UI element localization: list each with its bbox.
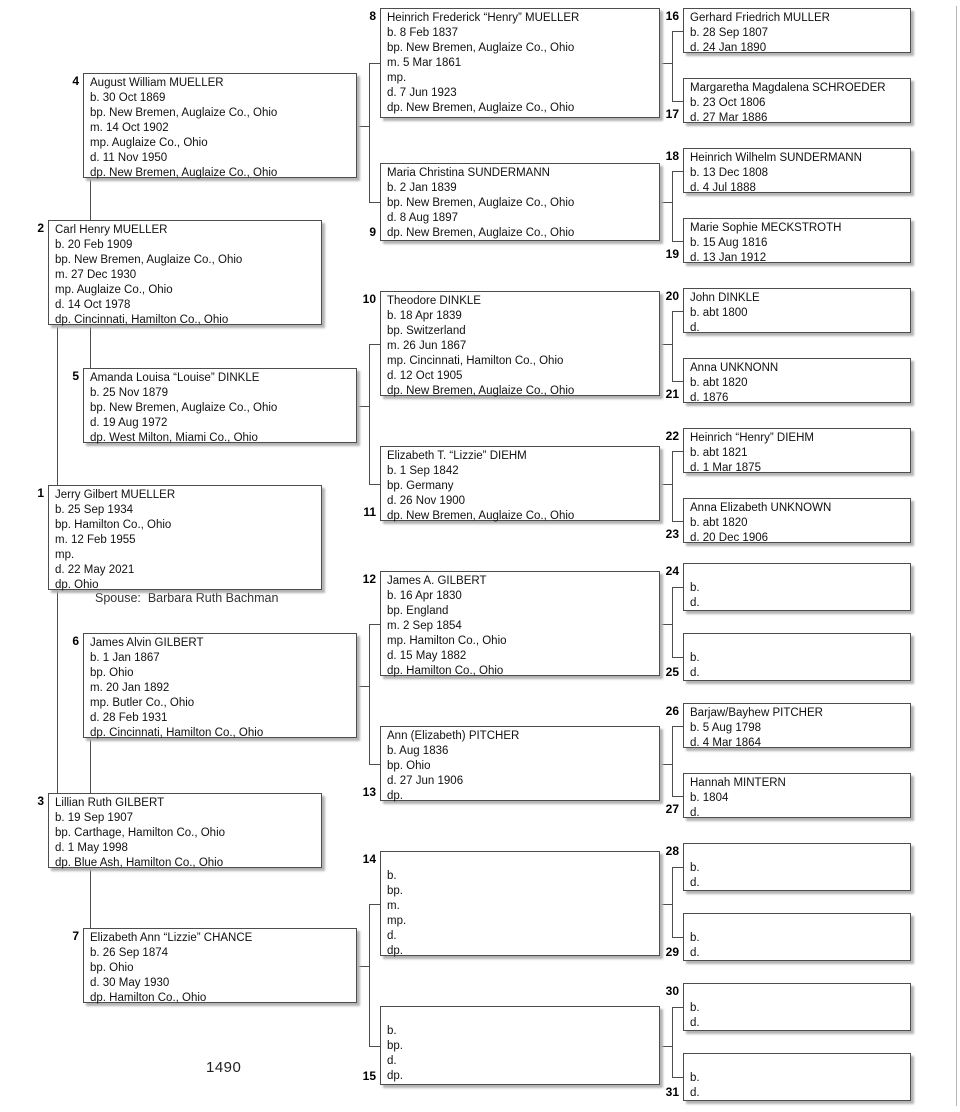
person-name: Elizabeth Ann “Lizzie” CHANCE [90,932,253,944]
person-detail-line: mp. [387,915,407,927]
person-detail-line: d. [690,877,700,889]
person-box-5[interactable] [83,368,357,443]
connector-line [672,1077,683,1078]
person-detail-line: bp. Ohio [387,760,431,772]
person-number: 11 [363,505,376,519]
person-name: Anna UNKNONN [690,362,779,374]
person-box-24[interactable] [683,563,911,611]
person-detail-line: b. 30 Oct 1869 [90,92,166,104]
person-name [690,1056,906,1071]
person-detail-line: b. [690,1072,700,1084]
person-name: Anna Elizabeth UNKNOWN [690,502,832,514]
connector-line [369,63,380,64]
person-number: 27 [665,802,679,816]
person-box-13[interactable] [380,726,660,801]
person-number: 9 [369,225,376,239]
person-box-26[interactable] [683,703,911,748]
person-number: 15 [362,1069,376,1083]
connector-line [660,63,672,64]
connector-line [672,241,683,242]
person-number: 13 [362,785,376,799]
person-detail-line: d. 30 May 1930 [90,977,170,989]
person-box-14[interactable] [380,851,660,956]
person-detail-line: b. 28 Sep 1807 [690,27,769,39]
person-detail-line: b. 25 Sep 1934 [55,504,134,516]
connector-line [660,1046,672,1047]
connector-line [672,521,683,522]
person-detail-line: d. 28 Feb 1931 [90,712,168,724]
person-box-29[interactable] [683,913,911,961]
person-detail-line: m. 2 Sep 1854 [387,620,462,632]
connector-line [369,344,380,345]
person-detail-line: dp. Hamilton Co., Ohio [90,992,207,1004]
person-name: Lillian Ruth GILBERT [55,797,165,809]
person-name: John DINKLE [690,292,760,304]
connector-line [672,587,683,588]
person-detail-line: b. 20 Feb 1909 [55,239,133,251]
connector-line [672,451,673,521]
person-detail-line: bp. New Bremen, Auglaize Co., Ohio [90,402,278,414]
person-number: 10 [362,292,376,306]
person-number: 28 [665,844,679,858]
person-name [690,916,906,931]
person-detail-line: b. 26 Sep 1874 [90,947,169,959]
person-detail-line: d. [690,597,700,609]
person-number: 3 [37,794,44,808]
connector-line [369,624,380,625]
person-detail-line: bp. Ohio [90,667,134,679]
person-number: 20 [665,289,679,303]
person-detail-line: mp. Auglaize Co., Ohio [90,137,208,149]
person-box-1[interactable] [48,485,322,590]
person-detail-line: b. 1804 [690,792,729,804]
person-detail-line: b. Aug 1836 [387,745,449,757]
connector-line [90,868,91,928]
person-detail-line: d. [690,322,700,334]
connector-line [672,796,683,797]
person-detail-line: dp. New Bremen, Auglaize Co., Ohio [90,167,278,179]
connector-line [90,178,91,220]
person-detail-line: d. 13 Jan 1912 [690,252,767,264]
connector-line [357,686,369,687]
person-detail-line: d. [387,930,397,942]
person-box-18[interactable] [683,148,911,193]
person-detail-line: bp. Switzerland [387,325,466,337]
person-name: James A. GILBERT [387,575,487,587]
connector-line [369,1046,380,1047]
person-number: 17 [665,107,679,121]
person-number: 14 [362,852,376,866]
person-number: 25 [665,665,679,679]
connector-line [357,126,369,127]
person-box-6[interactable] [83,633,357,738]
person-detail-line: bp. New Bremen, Auglaize Co., Ohio [90,107,278,119]
person-detail-line: dp. West Milton, Miami Co., Ohio [90,432,258,444]
connector-line [672,587,673,657]
person-box-7[interactable] [83,928,357,1003]
person-box-23[interactable] [683,498,911,543]
person-detail-line: bp. [387,885,403,897]
connector-line [660,624,672,625]
connector-line [672,311,673,381]
person-box-16[interactable] [683,8,911,53]
connector-line [369,764,380,765]
connector-line [369,202,380,203]
connector-line [369,904,370,1046]
connector-line [369,484,380,485]
connector-line [357,966,369,967]
person-box-11[interactable] [380,446,660,521]
person-detail-line: m. 5 Mar 1861 [387,57,462,69]
person-box-30[interactable] [683,983,911,1031]
person-detail-line: b. 2 Jan 1839 [387,182,457,194]
person-detail-line: d. 7 Jun 1923 [387,87,457,99]
person-name [690,636,906,651]
person-number: 24 [665,564,679,578]
person-detail-line: d. 14 Oct 1978 [55,299,131,311]
connector-line [672,867,673,937]
person-name: Theodore DINKLE [387,295,481,307]
person-detail-line: d. [690,1017,700,1029]
connector-line [90,325,91,368]
person-detail-line: d. [387,1055,397,1067]
connector-line [660,344,672,345]
person-detail-line: b. 18 Apr 1839 [387,310,462,322]
person-detail-line: d. [690,667,700,679]
person-name: Jerry Gilbert MUELLER [55,489,176,501]
person-detail-line: d. 27 Jun 1906 [387,775,464,787]
chart-number: 1490 [206,1059,242,1076]
person-detail-line: dp. New Bremen, Auglaize Co., Ohio [387,385,575,397]
person-name: Heinrich “Henry” DIEHM [690,432,814,444]
person-detail-line: b. abt 1820 [690,377,748,389]
person-detail-line: d. 1 May 1998 [55,842,128,854]
person-detail-line: mp. Butler Co., Ohio [90,697,195,709]
person-number: 4 [72,74,79,88]
person-detail-line: bp. New Bremen, Auglaize Co., Ohio [55,254,243,266]
connector-line [660,484,672,485]
person-detail-line: dp. Hamilton Co., Ohio [387,665,504,677]
person-detail-line: d. 20 Dec 1906 [690,532,769,544]
connector-line [369,904,380,905]
person-name: Marie Sophie MECKSTROTH [690,222,842,234]
connector-line [672,101,683,102]
person-detail-line: d. 15 May 1882 [387,650,467,662]
person-detail-line: m. [387,900,400,912]
person-detail-line: d. 8 Aug 1897 [387,212,458,224]
person-detail-line: d. 27 Mar 1886 [690,112,768,124]
connector-line [672,726,683,727]
person-detail-line: dp. New Bremen, Auglaize Co., Ohio [387,102,575,114]
person-box-2[interactable] [48,220,322,325]
connector-line [672,1007,673,1077]
person-name [690,566,906,581]
person-number: 31 [665,1085,679,1099]
connector-line [672,726,673,796]
person-detail-line: d. 12 Oct 1905 [387,370,463,382]
person-name: Heinrich Wilhelm SUNDERMANN [690,152,862,164]
person-number: 12 [362,572,376,586]
person-detail-line: bp. [387,1040,403,1052]
connector-line [672,867,683,868]
person-detail-line: dp. Blue Ash, Hamilton Co., Ohio [55,857,224,869]
person-detail-line: b. [690,582,700,594]
connector-line [672,31,673,101]
person-detail-line: d. [690,807,700,819]
spouse-note: Spouse: Barbara Ruth Bachman [95,591,279,605]
person-detail-line: b. [387,1025,397,1037]
person-name: Amanda Louisa “Louise” DINKLE [90,372,260,384]
person-detail-line: dp. Cincinnati, Hamilton Co., Ohio [55,314,229,326]
connector-line [672,171,673,241]
connector-line [57,590,58,793]
person-name: Hannah MINTERN [690,777,786,789]
person-detail-line: dp. [387,1070,403,1082]
person-detail-line: b. 15 Aug 1816 [690,237,768,249]
person-detail-line: b. 23 Oct 1806 [690,97,766,109]
page-edge-line [956,6,957,1106]
person-detail-line: b. [387,870,397,882]
person-number: 23 [665,527,679,541]
person-detail-line: bp. Germany [387,480,454,492]
person-detail-line: d. [690,1087,700,1099]
connector-line [672,311,683,312]
person-name: Ann (Elizabeth) PITCHER [387,730,520,742]
person-box-20[interactable] [683,288,911,333]
connector-line [357,406,369,407]
person-detail-line: d. 26 Nov 1900 [387,495,466,507]
person-name: August William MUELLER [90,77,224,89]
person-number: 7 [72,929,79,943]
connector-line [57,325,58,485]
person-detail-line: m. 12 Feb 1955 [55,534,136,546]
connector-line [369,63,370,202]
person-detail-line: b. [690,932,700,944]
person-detail-line: d. 11 Nov 1950 [90,152,168,164]
connector-line [672,1007,683,1008]
person-detail-line: b. 16 Apr 1830 [387,590,462,602]
person-number: 29 [665,945,679,959]
person-detail-line: d. [690,947,700,959]
person-detail-line: mp. Cincinnati, Hamilton Co., Ohio [387,355,564,367]
person-detail-line: bp. England [387,605,449,617]
connector-line [672,657,683,658]
person-detail-line: b. 8 Feb 1837 [387,27,458,39]
connector-line [672,451,683,452]
person-number: 19 [665,247,679,261]
person-detail-line: b. [690,862,700,874]
person-detail-line: d. 19 Aug 1972 [90,417,168,429]
person-name: Carl Henry MUELLER [55,224,168,236]
person-box-12[interactable] [380,571,660,676]
person-number: 22 [665,429,679,443]
person-box-22[interactable] [683,428,911,473]
person-name [387,854,655,869]
connector-line [672,381,683,382]
person-detail-line: dp. New Bremen, Auglaize Co., Ohio [387,227,575,239]
person-detail-line: b. 19 Sep 1907 [55,812,134,824]
person-detail-line: b. 1 Sep 1842 [387,465,459,477]
person-box-3[interactable] [48,793,322,868]
person-box-31[interactable] [683,1053,911,1101]
person-name [387,1009,655,1024]
person-detail-line: b. 13 Dec 1808 [690,167,769,179]
person-detail-line: b. 5 Aug 1798 [690,722,761,734]
person-box-9[interactable] [380,163,660,241]
person-number: 1 [37,486,44,500]
person-name: James Alvin GILBERT [90,637,204,649]
person-name: Elizabeth T. “Lizzie” DIEHM [387,450,527,462]
person-detail-line: b. 1 Jan 1867 [90,652,160,664]
person-detail-line: mp. Hamilton Co., Ohio [387,635,507,647]
person-box-28[interactable] [683,843,911,891]
person-detail-line: d. 22 May 2021 [55,564,135,576]
connector-line [369,624,370,764]
connector-line [672,31,683,32]
person-number: 5 [72,369,79,383]
person-number: 18 [665,149,679,163]
person-name: Maria Christina SUNDERMANN [387,167,550,179]
person-detail-line: d. 4 Mar 1864 [690,737,761,749]
person-detail-line: d. 1 Mar 1875 [690,462,761,474]
connector-line [660,764,672,765]
person-number: 6 [72,634,79,648]
person-detail-line: d. 4 Jul 1888 [690,182,756,194]
person-detail-line: m. 26 Jun 1867 [387,340,467,352]
person-detail-line: b. abt 1821 [690,447,748,459]
person-name: Barjaw/Bayhew PITCHER [690,707,823,719]
connector-line [660,904,672,905]
person-name: Gerhard Friedrich MULLER [690,12,830,24]
person-box-15[interactable] [380,1006,660,1085]
person-detail-line: d. 24 Jan 1890 [690,42,767,54]
person-detail-line: bp. Carthage, Hamilton Co., Ohio [55,827,226,839]
person-box-27[interactable] [683,773,911,818]
person-detail-line: dp. [387,790,403,802]
person-detail-line: dp. Cincinnati, Hamilton Co., Ohio [90,727,264,739]
person-number: 21 [665,387,679,401]
person-detail-line: bp. Hamilton Co., Ohio [55,519,172,531]
person-detail-line: bp. New Bremen, Auglaize Co., Ohio [387,197,575,209]
person-detail-line: bp. Ohio [90,962,134,974]
person-number: 30 [665,984,679,998]
person-detail-line: b. abt 1820 [690,517,748,529]
person-detail-line: mp. [387,72,407,84]
person-box-21[interactable] [683,358,911,403]
person-box-19[interactable] [683,218,911,263]
connector-line [660,202,672,203]
connector-line [672,171,683,172]
connector-line [90,738,91,793]
person-number: 8 [369,9,376,23]
person-box-25[interactable] [683,633,911,681]
person-detail-line: d. 1876 [690,392,729,404]
person-detail-line: dp. New Bremen, Auglaize Co., Ohio [387,510,575,522]
person-detail-line: b. [690,1002,700,1014]
connector-line [672,937,683,938]
person-detail-line: m. 14 Oct 1902 [90,122,169,134]
person-detail-line: mp. [55,549,75,561]
person-name [690,986,906,1001]
person-detail-line: b. abt 1800 [690,307,748,319]
person-box-4[interactable] [83,73,357,178]
person-box-10[interactable] [380,291,660,396]
person-detail-line: b. [690,652,700,664]
person-number: 26 [665,704,679,718]
person-detail-line: dp. [387,945,403,957]
person-number: 2 [37,221,44,235]
person-name: Heinrich Frederick “Henry” MUELLER [387,12,580,24]
person-detail-line: mp. Auglaize Co., Ohio [55,284,173,296]
person-number: 16 [665,9,679,23]
person-detail-line: m. 27 Dec 1930 [55,269,137,281]
person-detail-line: bp. New Bremen, Auglaize Co., Ohio [387,42,575,54]
person-box-8[interactable] [380,8,660,118]
connector-line [369,344,370,484]
person-detail-line: b. 25 Nov 1879 [90,387,169,399]
person-name: Margaretha Magdalena SCHROEDER [690,82,886,94]
person-name [690,846,906,861]
person-detail-line: m. 20 Jan 1892 [90,682,170,694]
person-box-17[interactable] [683,78,911,123]
person-detail-line: dp. Ohio [55,579,99,591]
